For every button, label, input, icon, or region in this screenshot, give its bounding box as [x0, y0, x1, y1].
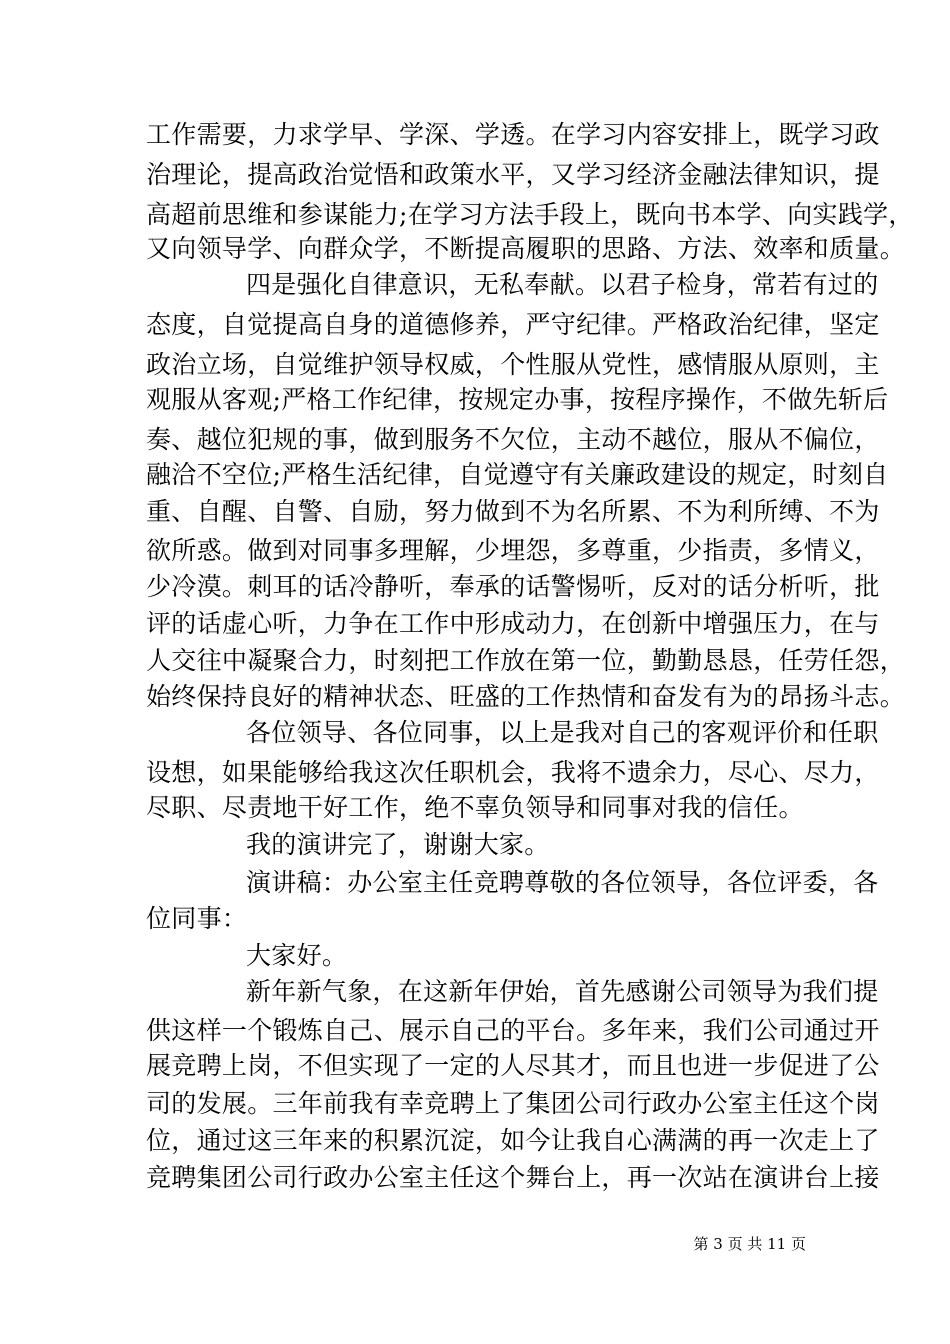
text-line: 融洽不空位;严格生活纪律，自觉遵守有关廉政建设的规定，时刻自	[146, 460, 889, 489]
text-line: 少冷漠。刺耳的话冷静听，奉承的话警惕听，反对的话分析听，批	[146, 572, 880, 601]
text-line: 又向领导学、向群众学，不断提高履职的思路、方法、效率和质量。	[146, 234, 906, 263]
text-line: 供这样一个锻炼自己、展示自己的平台。多年来，我们公司通过开	[146, 1016, 880, 1045]
text-line: 位，通过这三年来的积累沉淀，如今让我自心满满的再一次走上了	[146, 1126, 880, 1155]
text-line: 尽职、尽责地干好工作，绝不辜负领导和同事对我的信任。	[146, 793, 804, 822]
paragraph-start: 大家好。	[246, 941, 348, 970]
text-line: 展竞聘上岗，不但实现了一定的人尽其才，而且也进一步促进了公	[146, 1051, 880, 1080]
text-line: 工作需要，力求学早、学深、学透。在学习内容安排上，既学习政	[146, 120, 880, 149]
paragraph-start: 四是强化自律意识，无私奉献。以君子检身，常若有过的	[246, 270, 879, 299]
text-line: 态度，自觉提高自身的道德修养，严守纪律。严格政治纪律，坚定	[146, 310, 880, 339]
text-line: 政治立场，自觉维护领导权威，个性服从党性，感情服从原则，主	[146, 350, 880, 379]
text-line: 奏、越位犯规的事，做到服务不欠位，主动不越位，服从不偏位，	[146, 425, 880, 454]
text-line: 竞聘集团公司行政办公室主任这个舞台上，再一次站在演讲台上接	[146, 1163, 880, 1192]
text-line: 重、自醒、自警、自励，努力做到不为名所累、不为利所缚、不为	[146, 497, 880, 526]
text-line: 始终保持良好的精神状态、旺盛的工作热情和奋发有为的昂扬斗志。	[146, 682, 906, 711]
text-line: 观服从客观;严格工作纪律，按规定办事，按程序操作，不做先斩后	[146, 385, 889, 414]
text-line: 设想，如果能够给我这次任职机会，我将不遗余力，尽心、尽力，	[146, 758, 880, 787]
text-line: 治理论，提高政治觉悟和政策水平，又学习经济金融法律知识，提	[146, 160, 880, 189]
paragraph-start: 各位领导、各位同事，以上是我对自己的客观评价和任职	[246, 718, 879, 747]
text-line: 欲所惑。做到对同事多理解，少埋怨，多尊重，少指责，多情义，	[146, 536, 880, 565]
text-line: 位同事：	[146, 904, 248, 933]
text-line: 高超前思维和参谋能力;在学习方法手段上，既向书本学、向实践学，	[146, 200, 914, 229]
text-line: 人交往中凝聚合力，时刻把工作放在第一位，勤勤恳恳，任劳任怨，	[146, 646, 906, 675]
page-number-footer: 第 3 页 共 11 页	[693, 1235, 806, 1253]
text-line: 司的发展。三年前我有幸竞聘上了集团公司行政办公室主任这个岗	[146, 1089, 880, 1118]
text-line: 评的话虚心听，力争在工作中形成动力，在创新中增强压力，在与	[146, 609, 880, 638]
paragraph-start: 我的演讲完了，谢谢大家。	[246, 830, 550, 859]
paragraph-start: 演讲稿：办公室主任竞聘尊敬的各位领导，各位评委，各	[246, 868, 879, 897]
paragraph-start: 新年新气象，在这新年伊始，首先感谢公司领导为我们提	[246, 977, 879, 1006]
